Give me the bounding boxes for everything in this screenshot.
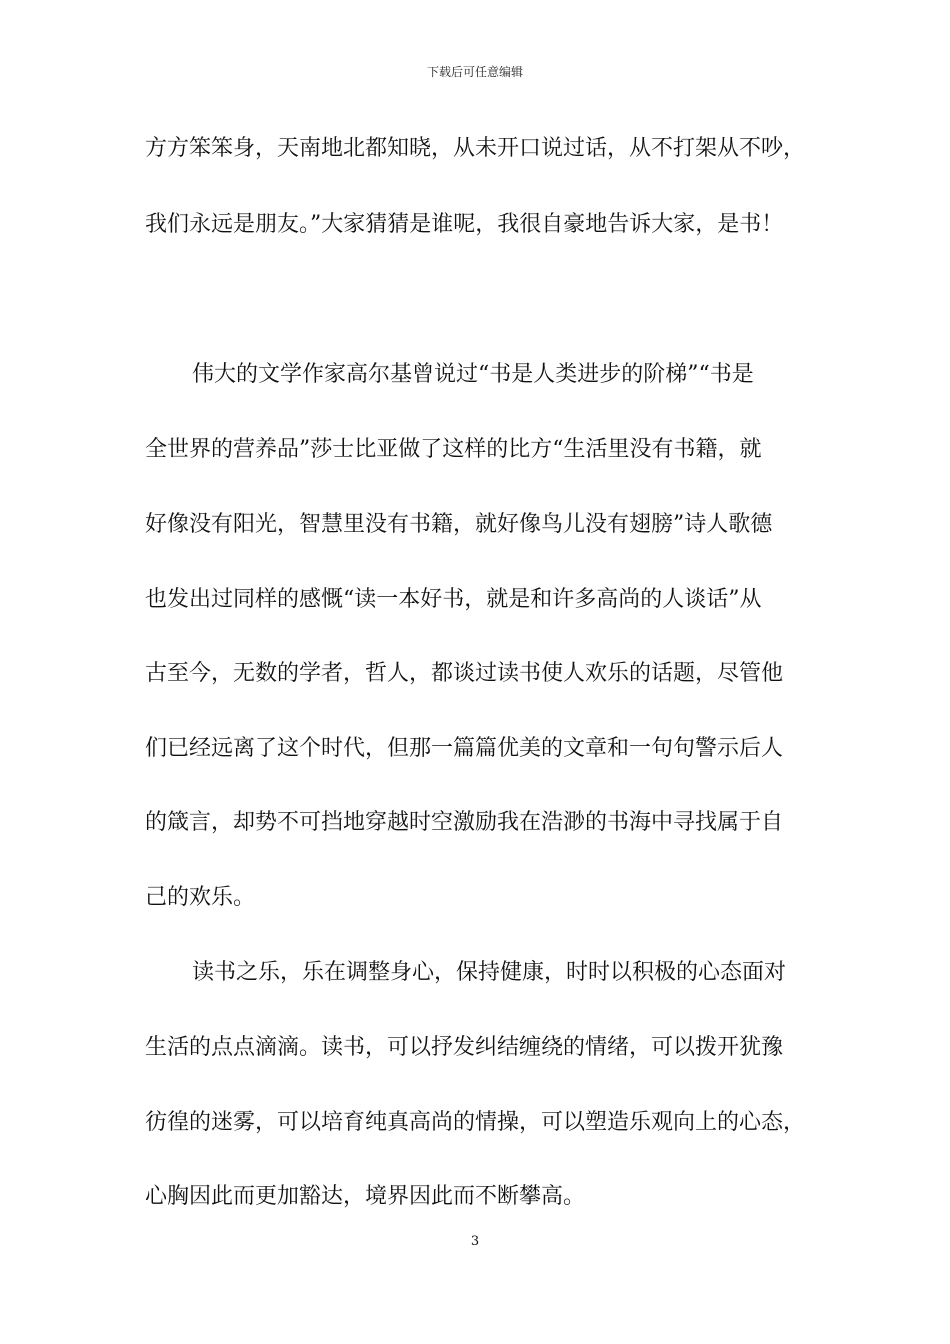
paragraph-2-line-2: 全世界的营养品”莎士比亚做了这样的比方“生活里没有书籍，就: [145, 437, 762, 462]
paragraph-3-line-4: 心胸因此而更加豁达，境界因此而不断攀高。: [145, 1184, 586, 1209]
paragraph-2-line-4: 也发出过同样的感慨“读一本好书，就是和许多高尚的人谈话”从: [145, 587, 762, 612]
paragraph-3-line-1: 读书之乐，乐在调整身心，保持健康，时时以积极的心态面对: [192, 960, 787, 985]
page-header: 下载后可任意编辑: [426, 65, 523, 79]
paragraph-1-line-1: 方方笨笨身，天南地北都知晓，从未开口说过话，从不打架从不吵，: [145, 136, 806, 161]
paragraph-2-line-7: 的箴言，却势不可挡地穿越时空激励我在浩渺的书海中寻找属于自: [145, 810, 784, 835]
paragraph-2-line-8: 己的欢乐。: [145, 885, 256, 910]
page-number: 3: [470, 1234, 480, 1249]
paragraph-3-line-3: 彷徨的迷雾，可以培育纯真高尚的情操，可以塑造乐观向上的心态，: [145, 1110, 806, 1135]
paragraph-2-line-6: 们已经远离了这个时代，但那一篇篇优美的文章和一句句警示后人: [145, 736, 784, 761]
paragraph-2-line-3: 好像没有阳光，智慧里没有书籍，就好像鸟儿没有翅膀”诗人歌德: [145, 512, 773, 537]
paragraph-2-line-1: 伟大的文学作家高尔基曾说过“书是人类进步的阶梯”“书是: [192, 362, 754, 387]
paragraph-3-line-2: 生活的点点滴滴。读书，可以抒发纠结缠绕的情绪，可以拨开犹豫: [145, 1035, 784, 1060]
paragraph-1-line-2: 我们永远是朋友。”大家猜猜是谁呢，我很自豪地告诉大家，是书！: [145, 212, 784, 237]
paragraph-2-line-5: 古至今，无数的学者，哲人，都谈过读书使人欢乐的话题，尽管他: [145, 661, 784, 686]
